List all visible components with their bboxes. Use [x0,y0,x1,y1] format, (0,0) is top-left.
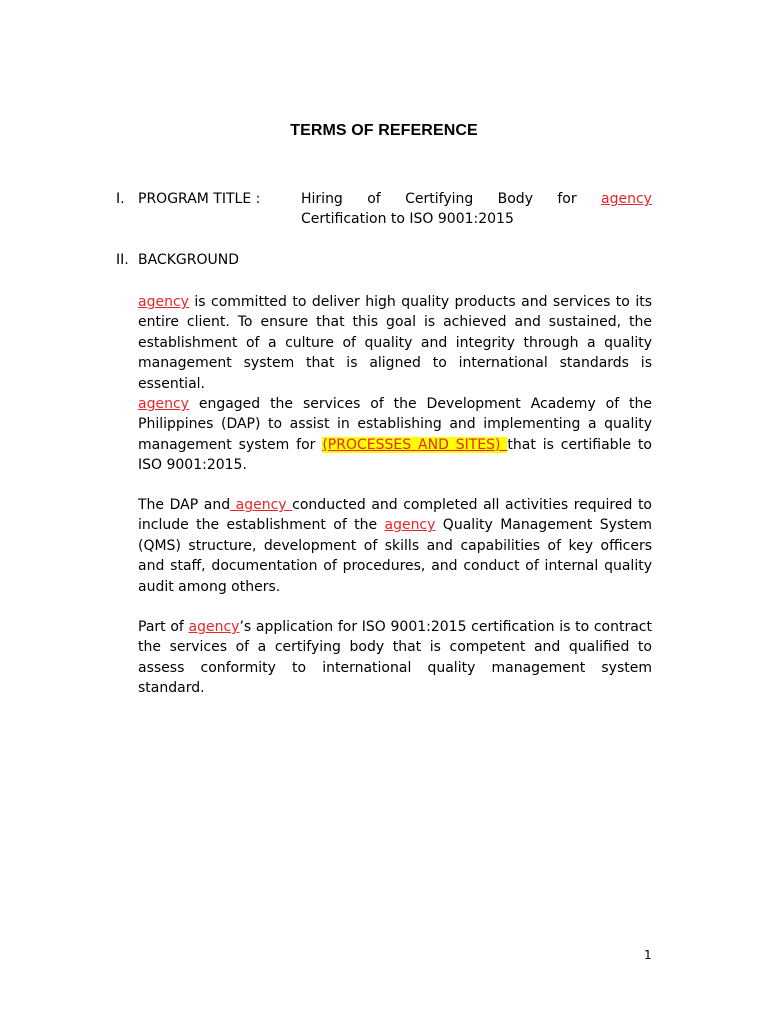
section-2-label: BACKGROUND [138,252,239,268]
section-1-label: PROGRAM TITLE : [138,191,261,207]
paragraph-text: Quality Management System (QMS) structure, development of skills and capabilities of key officers and staff, documentation of procedures, and conduct of internal quality audit among others. [138,517,653,595]
page-number: 1 [644,948,652,962]
program-title-word: of [367,191,381,207]
paragraph-text: The DAP and [138,497,231,513]
paragraph-text: is committed to deliver high quality products and services to its entire client. To ensure that this goal is achieved and sustained, the establishment of a culture of quality and integrity through a quality management system that is aligned to international standards is essential. [138,294,652,392]
program-title-word: for [557,191,577,207]
program-title-line-2: Certification to ISO 9001:2015 [301,211,514,227]
agency-placeholder: agency [230,497,293,513]
program-title-word: Hiring [301,191,343,207]
program-title-word: Certifying [405,191,474,207]
paragraph-text: ’s application for ISO 9001:2015 certification is to contract the services of a certifying body that is competent and qualified to assess conformity to international quality management system standard. [138,619,652,697]
program-title-word: Body [497,191,533,207]
agency-placeholder: agency [384,517,436,534]
background-paragraph-1 [138,292,652,394]
agency-placeholder: agency [138,396,189,412]
agency-placeholder: agency [138,294,189,310]
section-1-number: I. [116,191,125,207]
program-title-line-1 [301,191,652,207]
background-paragraph-2 [138,394,652,476]
paragraph-text: conducted and completed all activities required to include the establishment of the [138,497,652,534]
agency-placeholder: agency [601,191,652,207]
background-paragraph-4 [138,617,652,699]
agency-placeholder: agency [188,619,240,635]
paragraph-text: engaged the services of the Development Academy of the Philippines (DAP) to assist in establishing and implementing a quality management system for [138,396,652,453]
background-paragraph-3 [138,495,652,597]
document-title: TERMS OF REFERENCE [290,122,478,139]
paragraph-text: Part of [138,619,189,635]
paragraph-text: that is certifiable to ISO 9001:2015. [138,436,652,474]
section-2-number: II. [116,252,129,268]
processes-sites-highlight: (PROCESSES AND SITES) [322,436,508,453]
